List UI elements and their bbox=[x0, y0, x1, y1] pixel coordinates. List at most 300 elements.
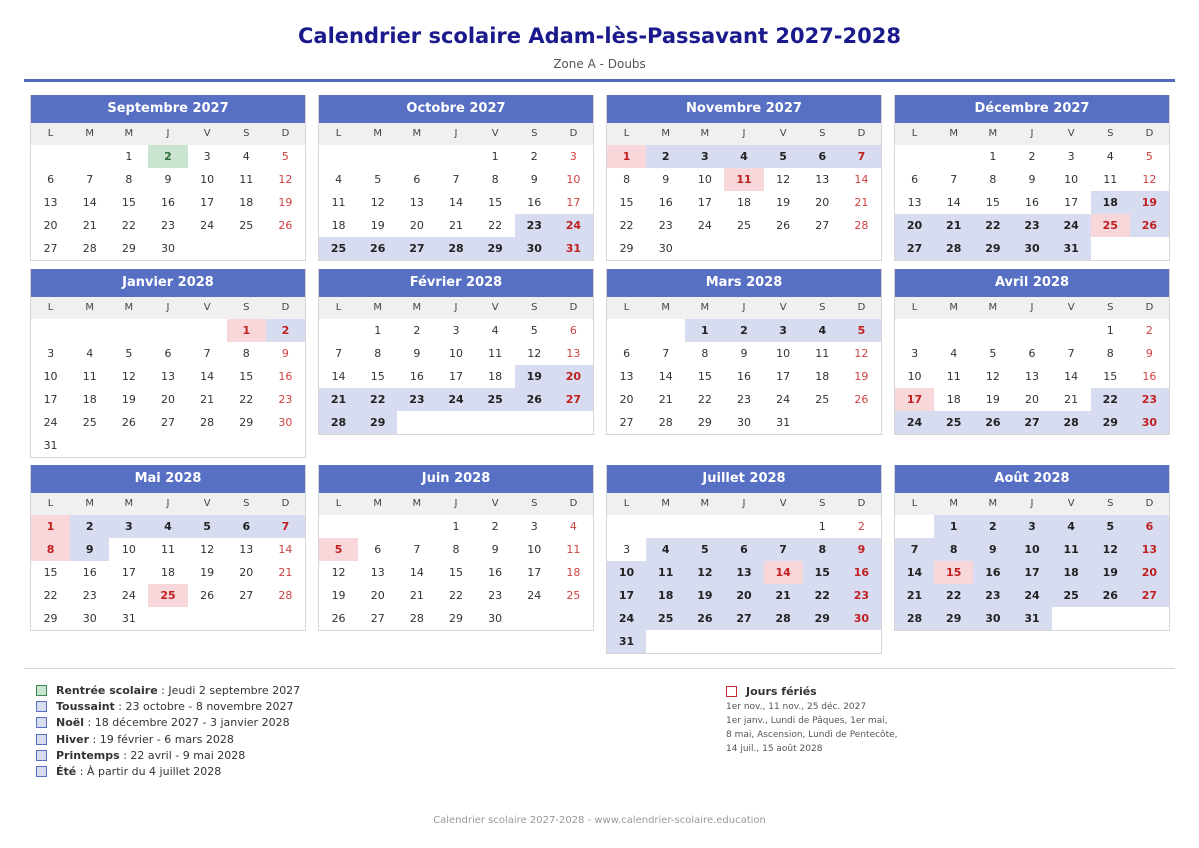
day-cell-vacances: 28 bbox=[319, 411, 358, 434]
day-cell: 1 bbox=[452, 520, 460, 533]
weekday-label: M bbox=[373, 302, 383, 313]
day-cell: 4 bbox=[1106, 150, 1114, 163]
day-cell: 28 bbox=[409, 612, 424, 625]
day-cell-vacances: 28 bbox=[1052, 411, 1091, 434]
day-cell: 16 bbox=[736, 370, 751, 383]
day-cell: 11 bbox=[239, 173, 254, 186]
month-title: Juin 2028 bbox=[319, 465, 593, 493]
day-cell: 4 bbox=[950, 347, 958, 360]
empty-day-cell bbox=[973, 319, 1012, 342]
day-cell: 10 bbox=[527, 543, 542, 556]
weekday-header bbox=[319, 123, 593, 145]
day-cell-vacances: 26 bbox=[1130, 214, 1169, 237]
jours-feries-list bbox=[726, 700, 898, 756]
day-cell: 10 bbox=[121, 543, 136, 556]
ferie-line: 8 mai, Ascension, Lundi de Pentecôte, bbox=[726, 730, 898, 740]
empty-day-cell bbox=[724, 515, 763, 538]
day-cell: 7 bbox=[203, 347, 211, 360]
day-cell: 19 bbox=[985, 393, 1000, 406]
day-cell: 24 bbox=[527, 589, 542, 602]
day-grid bbox=[319, 319, 593, 434]
day-cell: 13 bbox=[566, 347, 581, 360]
weekday-label: S bbox=[243, 302, 250, 313]
empty-day-cell bbox=[607, 319, 646, 342]
day-cell: 14 bbox=[278, 543, 293, 556]
legend-dates: : 22 avril - 9 mai 2028 bbox=[119, 748, 246, 762]
day-cell: 22 bbox=[488, 219, 503, 232]
weekday-label: L bbox=[911, 128, 918, 139]
weekday-label: V bbox=[203, 128, 211, 139]
month-block bbox=[318, 269, 594, 435]
day-cell: 27 bbox=[815, 219, 830, 232]
month-block bbox=[894, 95, 1170, 261]
day-cell: 5 bbox=[530, 324, 538, 337]
month-title: Janvier 2028 bbox=[31, 269, 305, 297]
day-cell: 27 bbox=[239, 589, 254, 602]
day-cell: 9 bbox=[1028, 173, 1036, 186]
day-cell: 13 bbox=[619, 370, 634, 383]
day-cell: 3 bbox=[1067, 150, 1075, 163]
day-cell: 21 bbox=[854, 196, 869, 209]
ferie-line: 1er nov., 11 nov., 25 déc. 2027 bbox=[726, 702, 867, 712]
day-cell-vacances: 2 bbox=[266, 319, 305, 342]
day-cell-vacances: 23 bbox=[515, 214, 554, 237]
day-cell-vacances: 20 bbox=[554, 365, 593, 388]
legend-dates: : Jeudi 2 septembre 2027 bbox=[157, 683, 301, 697]
weekday-label: M bbox=[124, 128, 134, 139]
day-cell: 3 bbox=[452, 324, 460, 337]
weekday-label: J bbox=[1030, 498, 1034, 509]
month-title: Juillet 2028 bbox=[607, 465, 881, 493]
day-cell-ferie: 25 bbox=[148, 584, 187, 607]
day-cell: 26 bbox=[278, 219, 293, 232]
legend-dates: : 18 décembre 2027 - 3 janvier 2028 bbox=[84, 716, 290, 730]
empty-day-cell bbox=[188, 319, 227, 342]
empty-day-cell bbox=[895, 319, 934, 342]
day-cell: 16 bbox=[488, 566, 503, 579]
day-cell-vacances: 31 bbox=[1012, 607, 1051, 630]
day-cell-vacances: 28 bbox=[436, 237, 475, 260]
day-cell: 13 bbox=[43, 196, 58, 209]
day-cell-vacances: 17 bbox=[607, 584, 646, 607]
day-cell-vacances: 25 bbox=[934, 411, 973, 434]
weekday-label: V bbox=[491, 128, 499, 139]
page-subtitle: Zone A - Doubs bbox=[553, 57, 646, 71]
day-cell: 15 bbox=[121, 196, 136, 209]
day-cell: 28 bbox=[82, 242, 97, 255]
day-cell: 7 bbox=[335, 347, 343, 360]
weekday-label: V bbox=[203, 302, 211, 313]
day-cell: 11 bbox=[331, 196, 346, 209]
jours-feries-box bbox=[726, 682, 898, 756]
day-cell: 18 bbox=[815, 370, 830, 383]
day-cell: 5 bbox=[125, 347, 133, 360]
title-divider bbox=[24, 79, 1175, 82]
day-cell: 15 bbox=[697, 370, 712, 383]
weekday-header bbox=[607, 123, 881, 145]
day-cell: 22 bbox=[448, 589, 463, 602]
day-cell: 10 bbox=[776, 347, 791, 360]
day-cell: 4 bbox=[491, 324, 499, 337]
legend-name: Rentrée scolaire bbox=[56, 683, 158, 697]
day-cell: 8 bbox=[701, 347, 709, 360]
ferie-swatch-icon bbox=[726, 686, 737, 697]
day-cell-vacances: 4 bbox=[148, 515, 187, 538]
legend-name: Noël bbox=[56, 716, 84, 730]
page-title: Calendrier scolaire Adam-lès-Passavant 2027-2028 bbox=[298, 24, 901, 48]
weekday-label: J bbox=[1030, 302, 1034, 313]
day-cell-vacances: 26 bbox=[1091, 584, 1130, 607]
day-cell: 7 bbox=[662, 347, 670, 360]
day-cell-vacances: 18 bbox=[1091, 191, 1130, 214]
weekday-label: V bbox=[491, 498, 499, 509]
day-cell: 19 bbox=[370, 219, 385, 232]
month-title: Mars 2028 bbox=[607, 269, 881, 297]
day-cell: 26 bbox=[200, 589, 215, 602]
day-cell-vacances: 30 bbox=[973, 607, 1012, 630]
day-cell: 17 bbox=[566, 196, 581, 209]
weekday-label: M bbox=[700, 302, 710, 313]
weekday-label: D bbox=[281, 128, 290, 139]
day-cell-ferie: 15 bbox=[934, 561, 973, 584]
day-cell: 3 bbox=[530, 520, 538, 533]
empty-day-cell bbox=[319, 319, 358, 342]
day-cell-vacances: 6 bbox=[724, 538, 763, 561]
day-cell: 9 bbox=[662, 173, 670, 186]
day-cell: 8 bbox=[125, 173, 133, 186]
day-cell: 21 bbox=[1064, 393, 1079, 406]
day-cell-vacances: 25 bbox=[319, 237, 358, 260]
day-cell: 6 bbox=[911, 173, 919, 186]
day-cell-ferie: 1 bbox=[227, 319, 266, 342]
weekday-label: D bbox=[281, 498, 290, 509]
day-cell: 9 bbox=[1145, 347, 1153, 360]
day-cell: 7 bbox=[86, 173, 94, 186]
weekday-label: L bbox=[335, 498, 342, 509]
day-cell: 19 bbox=[854, 370, 869, 383]
day-cell: 27 bbox=[43, 242, 58, 255]
day-cell-vacances: 28 bbox=[895, 607, 934, 630]
day-cell-vacances: 5 bbox=[842, 319, 881, 342]
empty-day-cell bbox=[436, 145, 475, 168]
jours-feries-title: Jours fériés bbox=[746, 684, 817, 698]
day-cell: 26 bbox=[776, 219, 791, 232]
weekday-label: M bbox=[988, 498, 998, 509]
day-cell-vacances: 22 bbox=[934, 584, 973, 607]
day-cell: 7 bbox=[1067, 347, 1075, 360]
weekday-label: M bbox=[988, 128, 998, 139]
day-cell-vacances: 30 bbox=[1012, 237, 1051, 260]
weekday-label: D bbox=[569, 302, 578, 313]
day-cell-vacances: 5 bbox=[188, 515, 227, 538]
day-cell-vacances: 4 bbox=[724, 145, 763, 168]
day-cell: 13 bbox=[815, 173, 830, 186]
weekday-label: M bbox=[412, 498, 422, 509]
weekday-label: S bbox=[819, 128, 826, 139]
weekday-label: L bbox=[335, 302, 342, 313]
day-cell: 22 bbox=[43, 589, 58, 602]
page-footer: Calendrier scolaire 2027-2028 - www.calendrier-scolaire.education bbox=[433, 815, 766, 826]
day-cell: 8 bbox=[452, 543, 460, 556]
day-cell: 17 bbox=[121, 566, 136, 579]
month-block bbox=[606, 465, 882, 654]
weekday-label: M bbox=[988, 302, 998, 313]
day-cell-vacances: 30 bbox=[515, 237, 554, 260]
day-cell-vacances: 31 bbox=[607, 630, 646, 653]
weekday-label: M bbox=[661, 498, 671, 509]
day-cell: 21 bbox=[200, 393, 215, 406]
day-cell-vacances: 14 bbox=[895, 561, 934, 584]
day-cell: 1 bbox=[125, 150, 133, 163]
day-cell: 8 bbox=[1106, 347, 1114, 360]
day-cell-vacances: 26 bbox=[358, 237, 397, 260]
day-cell: 26 bbox=[121, 416, 136, 429]
weekday-label: L bbox=[623, 128, 630, 139]
day-cell-vacances: 6 bbox=[227, 515, 266, 538]
day-cell: 29 bbox=[121, 242, 136, 255]
day-cell: 1 bbox=[491, 150, 499, 163]
day-cell-vacances: 26 bbox=[685, 607, 724, 630]
day-cell-vacances: 4 bbox=[803, 319, 842, 342]
day-cell: 22 bbox=[619, 219, 634, 232]
legend-dates: : 19 février - 6 mars 2028 bbox=[89, 732, 234, 746]
day-cell: 12 bbox=[370, 196, 385, 209]
weekday-label: J bbox=[166, 128, 170, 139]
day-cell: 9 bbox=[164, 173, 172, 186]
day-cell: 24 bbox=[697, 219, 712, 232]
day-cell: 6 bbox=[47, 173, 55, 186]
day-cell: 20 bbox=[160, 393, 175, 406]
weekday-label: S bbox=[531, 128, 538, 139]
day-cell-vacances: 5 bbox=[764, 145, 803, 168]
day-cell: 27 bbox=[619, 416, 634, 429]
day-cell-vacances: 10 bbox=[607, 561, 646, 584]
vacances-swatch-icon bbox=[36, 766, 47, 777]
weekday-label: S bbox=[819, 302, 826, 313]
day-cell-vacances: 16 bbox=[973, 561, 1012, 584]
day-cell: 22 bbox=[121, 219, 136, 232]
day-cell-vacances: 19 bbox=[685, 584, 724, 607]
weekday-label: S bbox=[1107, 128, 1114, 139]
weekday-label: S bbox=[243, 498, 250, 509]
day-cell-vacances: 9 bbox=[842, 538, 881, 561]
weekday-label: S bbox=[1107, 302, 1114, 313]
day-grid bbox=[319, 515, 593, 630]
day-cell-vacances: 2 bbox=[646, 145, 685, 168]
day-cell-vacances: 7 bbox=[266, 515, 305, 538]
day-cell: 19 bbox=[121, 393, 136, 406]
day-cell-vacances: 3 bbox=[1012, 515, 1051, 538]
day-cell-vacances: 1 bbox=[934, 515, 973, 538]
legend-name: Toussaint bbox=[56, 699, 115, 713]
day-cell: 7 bbox=[452, 173, 460, 186]
day-cell-vacances: 7 bbox=[764, 538, 803, 561]
weekday-label: L bbox=[47, 498, 54, 509]
weekday-label: L bbox=[47, 128, 54, 139]
day-cell: 17 bbox=[448, 370, 463, 383]
day-cell: 24 bbox=[200, 219, 215, 232]
legend bbox=[36, 682, 300, 780]
day-cell: 18 bbox=[946, 393, 961, 406]
day-cell: 29 bbox=[239, 416, 254, 429]
weekday-label: D bbox=[569, 498, 578, 509]
day-cell: 15 bbox=[985, 196, 1000, 209]
day-cell-vacances: 27 bbox=[1130, 584, 1169, 607]
day-cell-vacances: 27 bbox=[554, 388, 593, 411]
weekday-label: V bbox=[779, 128, 787, 139]
day-cell: 9 bbox=[740, 347, 748, 360]
day-cell: 30 bbox=[736, 416, 751, 429]
day-cell-vacances: 27 bbox=[895, 237, 934, 260]
month-title: Octobre 2027 bbox=[319, 95, 593, 123]
day-cell: 11 bbox=[82, 370, 97, 383]
day-cell: 12 bbox=[985, 370, 1000, 383]
day-cell: 16 bbox=[658, 196, 673, 209]
day-cell: 6 bbox=[374, 543, 382, 556]
day-cell: 14 bbox=[448, 196, 463, 209]
day-cell: 12 bbox=[121, 370, 136, 383]
day-cell: 11 bbox=[488, 347, 503, 360]
month-block bbox=[606, 269, 882, 435]
empty-day-cell bbox=[70, 145, 109, 168]
day-cell-vacances: 23 bbox=[1130, 388, 1169, 411]
day-cell: 3 bbox=[623, 543, 631, 556]
day-cell-vacances: 21 bbox=[895, 584, 934, 607]
day-cell: 30 bbox=[488, 612, 503, 625]
ferie-line: 1er janv., Lundi de Pâques, 1er mai, bbox=[726, 716, 888, 726]
day-cell: 15 bbox=[619, 196, 634, 209]
weekday-label: M bbox=[949, 128, 959, 139]
day-cell-vacances: 13 bbox=[724, 561, 763, 584]
month-block bbox=[318, 95, 594, 261]
empty-day-cell bbox=[646, 319, 685, 342]
day-cell: 14 bbox=[658, 370, 673, 383]
day-cell: 21 bbox=[448, 219, 463, 232]
day-cell: 18 bbox=[488, 370, 503, 383]
day-cell: 16 bbox=[278, 370, 293, 383]
month-block bbox=[30, 269, 306, 458]
day-cell: 6 bbox=[623, 347, 631, 360]
day-cell: 15 bbox=[488, 196, 503, 209]
day-cell: 23 bbox=[488, 589, 503, 602]
empty-day-cell bbox=[1052, 319, 1091, 342]
month-block bbox=[894, 269, 1170, 435]
day-cell: 17 bbox=[1064, 196, 1079, 209]
day-cell: 17 bbox=[527, 566, 542, 579]
weekday-label: V bbox=[491, 302, 499, 313]
month-title: Décembre 2027 bbox=[895, 95, 1169, 123]
legend-item bbox=[36, 747, 300, 763]
day-cell: 17 bbox=[776, 370, 791, 383]
day-cell-ferie: 1 bbox=[31, 515, 70, 538]
weekday-label: J bbox=[742, 128, 746, 139]
day-cell-vacances: 8 bbox=[803, 538, 842, 561]
empty-day-cell bbox=[685, 515, 724, 538]
day-cell: 28 bbox=[278, 589, 293, 602]
day-cell: 14 bbox=[409, 566, 424, 579]
weekday-label: M bbox=[373, 498, 383, 509]
day-cell-vacances: 6 bbox=[803, 145, 842, 168]
day-cell-vacances: 27 bbox=[397, 237, 436, 260]
weekday-label: L bbox=[623, 302, 630, 313]
weekday-label: M bbox=[949, 498, 959, 509]
day-cell: 23 bbox=[278, 393, 293, 406]
day-cell: 13 bbox=[370, 566, 385, 579]
day-grid bbox=[607, 515, 881, 653]
weekday-label: M bbox=[85, 302, 95, 313]
day-cell: 16 bbox=[160, 196, 175, 209]
weekday-header bbox=[319, 297, 593, 319]
day-cell: 20 bbox=[1024, 393, 1039, 406]
day-cell: 9 bbox=[413, 347, 421, 360]
empty-day-cell bbox=[397, 145, 436, 168]
day-grid bbox=[895, 145, 1169, 260]
day-cell: 16 bbox=[82, 566, 97, 579]
weekday-label: V bbox=[779, 302, 787, 313]
day-cell: 4 bbox=[86, 347, 94, 360]
day-cell-vacances: 4 bbox=[1052, 515, 1091, 538]
day-cell-vacances: 29 bbox=[1091, 411, 1130, 434]
day-cell: 15 bbox=[448, 566, 463, 579]
legend-item bbox=[36, 682, 300, 698]
weekday-label: M bbox=[412, 128, 422, 139]
day-cell: 11 bbox=[160, 543, 175, 556]
day-cell: 1 bbox=[818, 520, 826, 533]
month-block bbox=[606, 95, 882, 261]
empty-day-cell bbox=[319, 145, 358, 168]
day-cell: 15 bbox=[239, 370, 254, 383]
day-cell: 16 bbox=[409, 370, 424, 383]
empty-day-cell bbox=[319, 515, 358, 538]
day-cell-vacances: 9 bbox=[973, 538, 1012, 561]
day-cell-vacances: 23 bbox=[397, 388, 436, 411]
day-cell-ferie: 8 bbox=[31, 538, 70, 561]
day-cell-vacances: 8 bbox=[934, 538, 973, 561]
legend-divider bbox=[24, 668, 1175, 669]
weekday-label: M bbox=[85, 498, 95, 509]
day-cell: 8 bbox=[491, 173, 499, 186]
weekday-label: L bbox=[47, 302, 54, 313]
weekday-header bbox=[607, 297, 881, 319]
day-cell: 19 bbox=[331, 589, 346, 602]
day-cell: 11 bbox=[1103, 173, 1118, 186]
day-cell-vacances: 22 bbox=[803, 584, 842, 607]
empty-day-cell bbox=[358, 515, 397, 538]
day-cell: 8 bbox=[242, 347, 250, 360]
day-cell-vacances: 18 bbox=[646, 584, 685, 607]
day-cell-vacances: 22 bbox=[358, 388, 397, 411]
weekday-label: M bbox=[412, 302, 422, 313]
month-title: Avril 2028 bbox=[895, 269, 1169, 297]
day-grid bbox=[31, 515, 305, 630]
day-cell: 3 bbox=[569, 150, 577, 163]
day-cell: 25 bbox=[239, 219, 254, 232]
day-cell: 8 bbox=[989, 173, 997, 186]
day-cell-vacances: 29 bbox=[973, 237, 1012, 260]
legend-name: Printemps bbox=[56, 748, 120, 762]
day-cell-vacances: 24 bbox=[1052, 214, 1091, 237]
day-cell: 2 bbox=[1145, 324, 1153, 337]
day-cell: 15 bbox=[43, 566, 58, 579]
day-cell-vacances: 10 bbox=[1012, 538, 1051, 561]
day-cell-vacances: 5 bbox=[1091, 515, 1130, 538]
day-cell: 3 bbox=[911, 347, 919, 360]
day-cell-vacances: 7 bbox=[895, 538, 934, 561]
weekday-header bbox=[31, 123, 305, 145]
day-cell: 18 bbox=[160, 566, 175, 579]
day-cell: 18 bbox=[239, 196, 254, 209]
day-cell: 29 bbox=[448, 612, 463, 625]
